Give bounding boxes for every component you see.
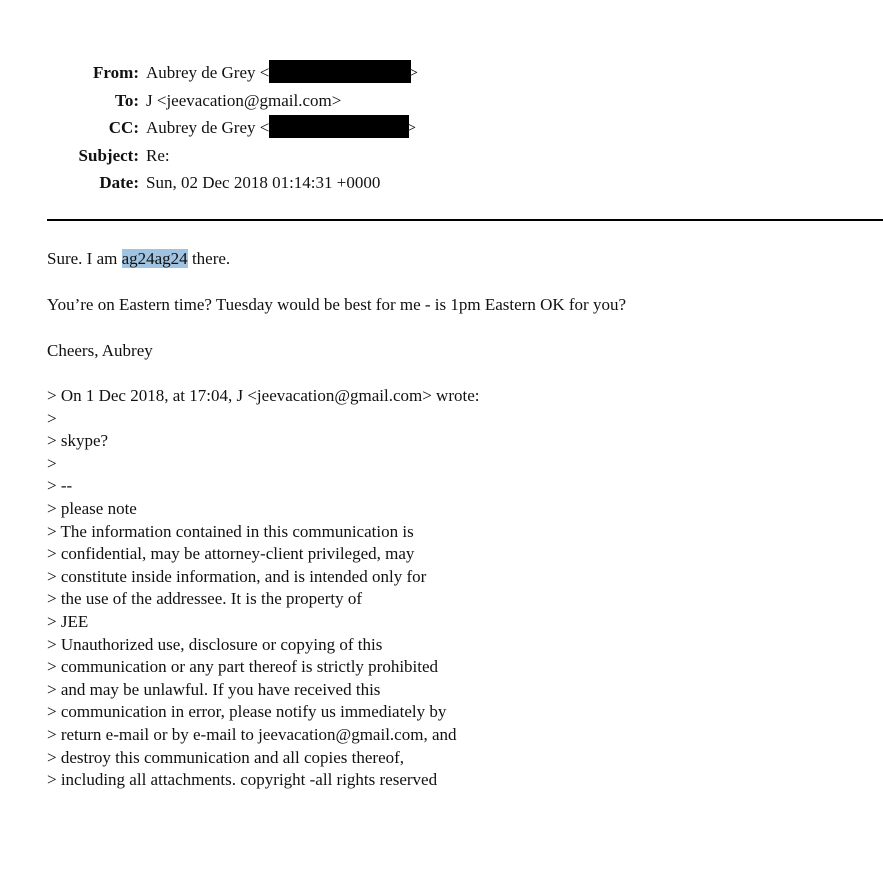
- cc-row: [0, 114, 500, 142]
- from-redaction-box: [269, 60, 411, 83]
- body-line-signoff: Cheers, Aubrey: [47, 341, 153, 360]
- to-row: [0, 87, 500, 115]
- to-label: To:: [115, 90, 139, 110]
- quoted-line: > destroy this communication and all copies thereof,: [47, 747, 405, 767]
- quoted-line: > the use of the addressee. It is the property of: [47, 589, 363, 609]
- from-label: From:: [93, 63, 139, 82]
- from-value: [146, 59, 418, 87]
- quoted-line: >: [47, 453, 57, 473]
- quoted-line: > Unauthorized use, disclosure or copying of this: [47, 634, 383, 654]
- body-line-reply: [47, 247, 867, 271]
- cc-redaction-box: [269, 115, 409, 138]
- body-line-reply-suffix: there.: [187, 249, 231, 268]
- quoted-line: >: [47, 408, 57, 428]
- to-value: J <jeevacation@gmail.com>: [146, 90, 342, 110]
- quoted-message: [47, 385, 867, 792]
- cc-label: CC:: [108, 118, 139, 137]
- date-label: Date:: [99, 173, 139, 192]
- header-divider: [47, 219, 883, 221]
- subject-label: Subject:: [78, 145, 139, 165]
- quoted-line: > communication or any part thereof is strictly prohibited: [47, 657, 439, 677]
- quoted-line: > skype?: [47, 431, 109, 451]
- quoted-line: > JEE: [47, 611, 89, 631]
- quoted-line: > On 1 Dec 2018, at 17:04, J <jeevacation@gmail.com> wrote:: [47, 386, 480, 405]
- cc-value: [146, 114, 416, 142]
- quoted-line: > communication in error, please notify us immediately by: [47, 702, 447, 722]
- email-header: [0, 59, 500, 197]
- quoted-line: > constitute inside information, and is intended only for: [47, 566, 427, 586]
- quoted-line: > return e-mail or by e-mail to jeevacation@gmail.com, and: [47, 724, 457, 744]
- body-line-schedule: You’re on Eastern time? Tuesday would be best for me - is 1pm Eastern OK for you?: [47, 295, 627, 314]
- quoted-line: > including all attachments. copyright -all rights reserved: [47, 770, 438, 790]
- quoted-line: > The information contained in this communication is: [47, 521, 414, 541]
- subject-value: Re:: [146, 145, 170, 165]
- from-name: Aubrey de Grey <: [146, 63, 270, 82]
- quoted-line: > please note: [47, 498, 137, 518]
- from-row: [0, 59, 500, 87]
- from-close-bracket: >: [408, 63, 418, 82]
- cc-close-bracket: >: [406, 118, 416, 137]
- highlighted-text[interactable]: ag24ag24: [121, 249, 188, 268]
- quoted-line: > confidential, may be attorney-client privileged, may: [47, 544, 415, 564]
- email-body: [47, 247, 867, 792]
- body-line-reply-prefix: Sure. I am: [47, 249, 122, 268]
- date-row: [0, 169, 500, 197]
- quoted-line: > --: [47, 476, 73, 496]
- quoted-line: > and may be unlawful. If you have received this: [47, 679, 381, 699]
- cc-name: Aubrey de Grey <: [146, 118, 270, 137]
- date-value: Sun, 02 Dec 2018 01:14:31 +0000: [146, 173, 381, 192]
- subject-row: [0, 142, 500, 170]
